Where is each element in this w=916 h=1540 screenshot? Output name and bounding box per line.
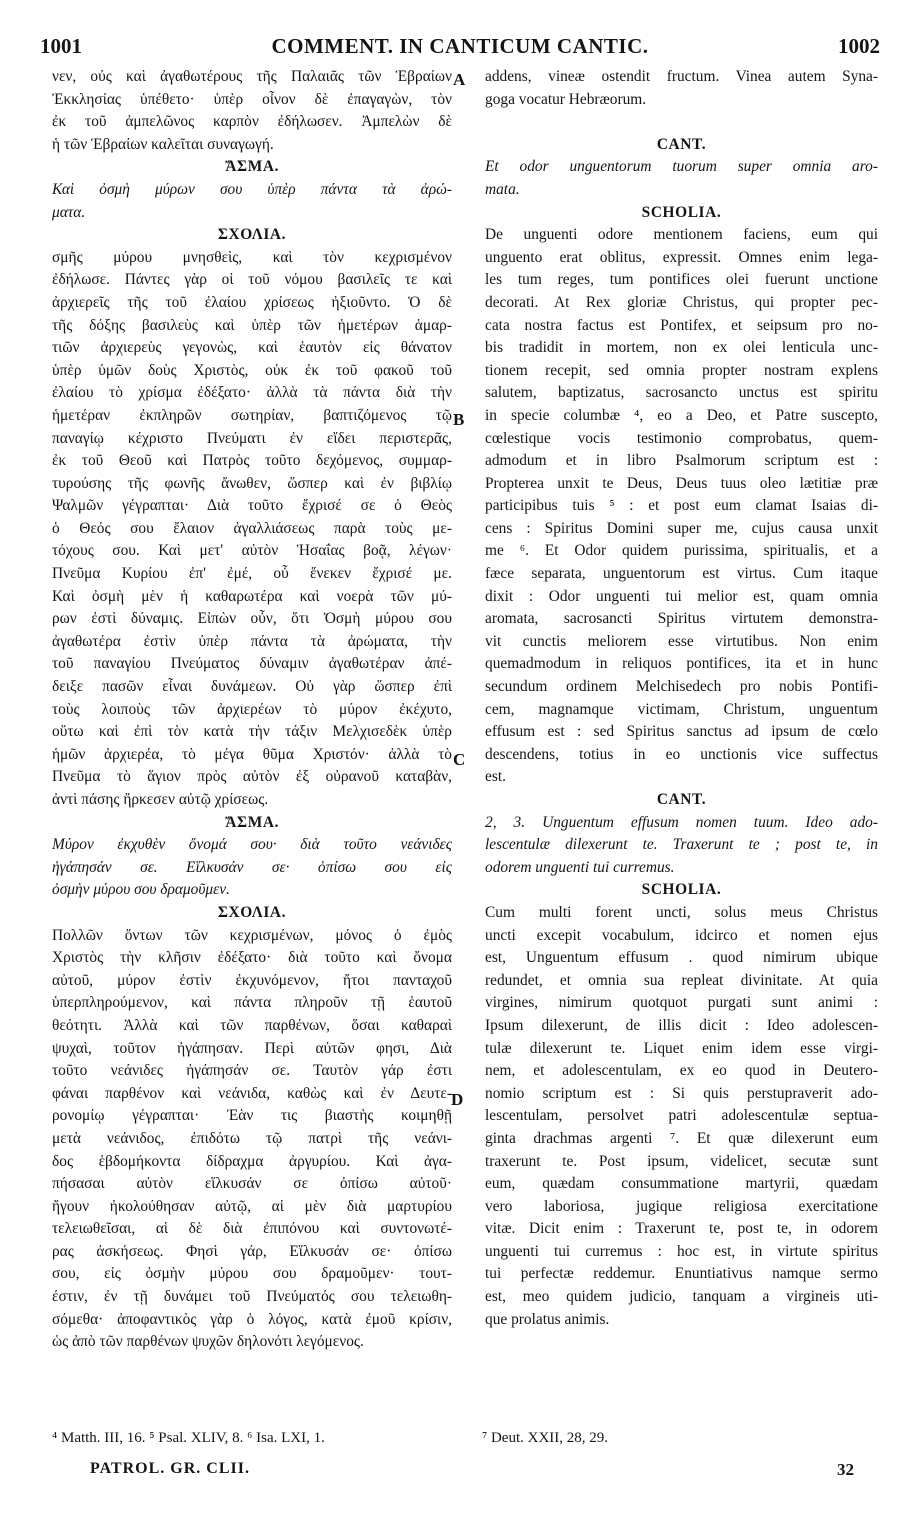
text-line: vero laboriosa, jugique religiosa exercitatione [485,1197,878,1215]
margin-letter-c: C [453,750,466,769]
text-line: οὕτω καὶ ἐπὶ τὸν κατὰ τὴν τάξιν Μελχισεδὲκ ὑπὲρ [52,723,452,741]
text-line: σμῆς μύρου μνησθεὶς, καὶ τὸν κεχρισμένον [52,248,452,266]
verse-line: ὀσμὴν μύρου σου δραμοῦμεν. [52,881,230,899]
text-line: secundum ordinem Melchisedech pro nobis Pontifi- [485,678,878,696]
text-line: ὡς ἀπὸ τῶν παρθένων ψυχῶν δηλονότι λεγόμενος. [52,1333,364,1351]
signature-mark: PATROL. GR. CLII. [90,1460,250,1477]
verse-line: Καὶ ὀσμὴ μύρων σου ὑπὲρ πάντα τὰ ἀρώ- [52,180,452,198]
section-heading: ΣΧΟΛΙΑ. [217,903,287,921]
verse-line: Μύρον ἐκχυθὲν ὄνομά σου· διὰ τοῦτο νεάνιδες [52,836,452,854]
text-line: nomio scriptum est : Si quis perstupraverit ado- [485,1084,878,1102]
text-line: eum, quædam consummatione martyrii, quædam [485,1175,878,1193]
text-line: μετὰ νεάνιδος, ἐπιδότω τῷ πατρὶ τῆς νεάνι- [52,1129,452,1147]
text-line: me ⁶. Et Odor quidem purissima, spiritualis, et a [485,542,878,560]
text-line: admodum et in libro Psalmorum scriptum est : [485,452,878,470]
text-line: ρονομίῳ γέγραπται· Ἐὰν τις βιαστὴς κοιμηθῇ [52,1107,452,1125]
text-line: vit cunctis meliorem esse virtutibus. Non enim [485,632,878,650]
latin-column [485,66,878,1331]
page-header [40,34,880,64]
text-line: tulæ dilexerunt te. Liquet enim idem esse virgi- [485,1039,878,1057]
text-line: vitæ. Dicit enim : Traxerunt te, post te, in odorem [485,1220,878,1238]
text-line: redundet, et omnia sua repleat divinitate. At quia [485,971,878,989]
text-line: dixit : Odor unguenti tui melior est, quam omnia [485,587,878,605]
text-line: ὑπερπληρούμενον, καὶ πάντα πληροῦν τῇ ἑαυτοῦ [52,994,452,1012]
text-line: ρων ἐστὶ δύναμις. Εἰπὼν οὖν, ὅτι Ὀσμὴ μύρου σου [52,610,452,628]
text-line: cœlestique vocis testimonio comprobatus, quem- [485,429,878,447]
text-line: ψυχαὶ, τοῦτον ἠγάπησαν. Περὶ αὐτῶν φησι, Διὰ [52,1039,452,1057]
page-number-left: 1001 [40,34,82,58]
margin-letter-b: B [453,410,465,429]
text-line: τόχους σου. Καὶ μετ' αὐτὸν Ἡσαΐας βοᾷ, λέγων· [52,542,452,560]
text-line: ἐλαίου τὸ χρίσμα ἐδέξατο· ἀλλὰ τὰ πάντα διὰ τὴν [52,384,452,402]
text-line: ἡμετέραν ἐκπληρῶν σωτηρίαν, βαπτιζόμενος τῷ [52,406,452,424]
margin-letter-a: A [453,70,466,89]
text-line: decorati. At Rex gloriæ Christus, qui propter pec- [485,293,878,311]
text-line: que prolatus animis. [485,1310,610,1328]
text-line: παναγίῳ κέχριστο Πνεύματι ἐν εἴδει περιστερᾶς, [52,429,452,447]
text-line: σόμεθα· ἀποφαντικὸς γὰρ ὁ λόγος, κατὰ ἐμοῦ κρίσιν, [52,1310,452,1328]
footnote-right: ⁷ Deut. XXII, 28, 29. [482,1430,609,1446]
text-line: virgines, nimirum quotquot purgati sunt animi : [485,994,878,1012]
text-line: uncti excepit vocabulum, idcirco et nomen ejus [485,926,878,944]
section-heading: CANT. [656,791,707,808]
text-line: τιῶν ἀρχιερεὺς γεγονὼς, καὶ ἑαυτὸν εἰς θάνατον [52,339,452,357]
text-line: ginta drachmas argenti ⁷. Et quæ dilexerunt eum [485,1129,878,1147]
text-line: ἐδήλωσε. Πάντες γὰρ οἱ τοῦ νόμου βασιλεῖς τε καὶ [52,271,452,289]
text-line: tionem recepit, sed omnia propter nostram explens [485,361,878,379]
verse-line: odorem unguenti tui curremus. [485,858,675,876]
margin-letter-d: D [451,1090,464,1109]
text-line: δος ἑβδομήκοντα δίδραχμα ἀργυρίου. Καὶ ἀγα- [52,1152,452,1170]
text-line: ἀντὶ πάσης ἤρκεσεν αὐτῷ χρίσεως. [52,791,269,808]
sheet-number: 32 [837,1460,854,1479]
text-line: in specie columbæ ⁴, eo a Deo, et Patre suscepto, [485,406,878,424]
text-line: Καὶ ὀσμὴ μὲν ἡ καθαρωτέρα καὶ νοερὰ τῶν μύ- [52,587,452,605]
text-line: fæce separata, unguentorum est virtus. Cum itaque [485,565,878,583]
text-line: τοῦ παναγίου Πνεύματος δύναμιν ἀγαθωτέραν ἀπέ- [52,655,452,673]
running-title: COMMENT. IN CANTICUM CANTIC. [271,34,649,58]
text-line: Χριστὸς τὴν κλῆσιν ἐδέξατο· διὰ τοῦτο καὶ ὄνομα [52,949,452,967]
text-line: Propterea unxit te Deus, Deus tuus oleo lætitiæ præ [485,474,878,492]
text-line: τοῦτο νεάνιδες ἠγάπησάν σε. Ταυτὸν γάρ ἐστι [52,1062,452,1080]
section-heading: ἌΣΜΑ. [224,813,280,831]
text-line: τοὺς λοιποὺς τῶν ἀρχιερέων τὸ μύρον ἐκέχυτο, [52,700,452,718]
text-line: ὑπὲρ ὑμῶν δοὺς Χριστὸς, οὐκ ἐκ τοῦ φακοῦ τοῦ [52,361,452,379]
text-line: nem, et adolescentulam, ex eo quod in Deutero- [485,1062,878,1080]
text-line: ἡμῶν ἀρχιερέα, τὸ μέγα θῦμα Χριστόν· ἀλλὰ τὸ [52,745,452,763]
text-line: salutem, baptizatus, sacrosancto unctus est spiritu [485,384,878,402]
verse-line: 2, 3. Unguentum effusum nomen tuum. Ideo ado- [485,813,878,831]
section-heading: CANT. [656,135,707,153]
text-line: έστιν, ἐν τῇ δυνάμει τοῦ Πνεύματός σου τελειωθη- [52,1288,452,1306]
text-line: descendens, totius in eo unctionis vice suffectus [485,745,878,763]
text-line: est, meo quidem judicio, tanquam a virgineis uti- [485,1288,878,1306]
text-line: θεότητι. Ἀλλὰ καὶ τῶν παρθένων, ὅσαι καθαραὶ [52,1016,452,1034]
text-line: δειξε πασῶν εἶναι δυνάμεων. Οὐ γὰρ ὥσπερ ἐπὶ [52,678,452,696]
verse-line: lescentulæ dilexerunt te. Traxerunt te ; post te, in [485,836,878,854]
text-line: ρας ἀσκήσεως. Φησὶ γάρ, Εἵλκυσάν σε· ὀπίσω [52,1242,452,1260]
text-line: ὁ Θεός σου ἔλαιον ἀγαλλιάσεως παρὰ τοὺς με- [52,519,452,537]
text-line: traxerunt te. Post ipsum, videlicet, secutæ sunt [485,1152,878,1170]
text-line: bis tradidit in mortem, non ex olei lenticula unc- [485,339,878,357]
text-line: aromata, sacrosancti Spiritus virtutem demonstra- [485,610,878,628]
text-line: ἐκ τοῦ ἀμπελῶνος καρπὸν ἐδήλωσεν. Ἀμπελὼν δὲ [52,113,452,131]
text-line: νεν, οὐς καὶ ἀγαθωτέρους τῆς Παλαιᾶς τῶν Ἑβραίων [52,68,452,85]
blank-line [485,111,878,134]
text-line: Πνεῦμα τὸ ἅγιον πρὸς αὐτὸν ἐξ οὐρανοῦ καταβὰν, [52,768,452,786]
text-line: addens, vineæ ostendit fructum. Vinea autem Syna- [485,68,878,85]
text-line: participibus tuis ⁵ : et post eum clamat Isaias di- [485,497,878,515]
text-line: les tum reges, tum pontifices olei fuerunt unctione [485,271,878,289]
text-line: cens : Spiritus Domini super me, cujus causa unxit [485,519,878,537]
page-number-right: 1002 [838,34,880,58]
text-line: ἡ τῶν Ἑβραίων καλεῖται συναγωγή. [52,135,274,153]
text-line: cata nostra factus est Pontifex, et seipsum pro no- [485,316,878,334]
section-heading: ΣΧΟΛΙΑ. [217,226,287,244]
text-line: Πνεῦμα Κυρίου ἐπ' ἐμέ, οὗ ἕνεκεν ἔχρισέ με. [52,565,452,583]
text-line: Ψαλμῶν γέγραπται· Διὰ τοῦτο ἔχρισέ σε ὁ Θεὸς [52,497,452,515]
verse-line: ἠγάπησάν σε. Εἵλκυσάν σε· ὀπίσω σου εἰς [52,858,452,876]
text-line: ἐκ τοῦ Θεοῦ καὶ Πατρὸς τοῦτο δεχόμενος, συμμαρ- [52,452,452,470]
text-line: τελειωθεῖσαι, αἱ δὲ διὰ ἐπιπόνου καὶ συντονωτέ- [52,1220,452,1238]
text-line: αὐτοῦ, μύρον ἐστὶν ἐκχυνόμενον, ἤτοι πανταχοῦ [52,971,452,989]
text-line: est, Unguentum effusum . quod nimirum ubique [485,949,878,967]
text-line: ἀρχιερεῖς τῆς τοῦ ἐλαίου χρίσεως ἠξιοῦντο. Ὁ δὲ [52,293,452,311]
text-line: Cum multi forent uncti, solus meus Christus [485,903,878,921]
text-line: goga vocatur Hebræorum. [485,90,647,108]
text-line: effusum est : sed Spiritus sanctus ad ipsum de cœlo [485,723,878,741]
verse-line: mata. [485,180,520,198]
verse-line: Et odor unguentorum tuorum super omnia aro- [485,158,878,176]
text-line: φάναι παρθένον καὶ νεάνιδα, καθὼς καὶ ἐν Δευτε- [52,1084,452,1102]
text-line: quemadmodum in reliquos pontifices, ita et in hunc [485,655,878,673]
text-line: De unguenti odore mentionem faciens, eum qui [485,226,878,244]
text-line: τυρούσης τῆς φωνῆς ἄνωθεν, ὥσπερ καὶ ἐν βιβλίῳ [52,474,452,492]
section-heading: ἌΣΜΑ. [224,158,280,176]
text-line: unguenti tui curremus : hoc est, in virtute spiritus [485,1242,878,1260]
text-line: ἀγαθωτέρα ἐστὶν ὑπὲρ πάντα τὰ ἀρώματα, τὴν [52,632,452,650]
text-line: cem, magnamque victimam, Christum, unguentum [485,700,878,718]
text-line: est. [485,768,506,786]
greek-column [52,66,452,1354]
text-line: σου, εἰς ὀσμὴν μύρου σου δραμοῦμεν· τουτ- [52,1265,452,1283]
text-line: lescentulam, persolvet patri adolescentulæ septua- [485,1107,878,1125]
text-line: Ἐκκλησίας ὑπέθετο· ὑπὲρ οἶνον δὲ ἐπαγαγὼν, τὸν [52,90,452,108]
text-line: unguento erat oblitus, expressit. Omnes enim lega- [485,248,878,266]
text-line: τῆς δόξης βασιλεὺς καὶ ὑπὲρ τῶν ἡμετέρων ἁμαρ- [52,316,452,334]
text-line: tui perfectæ reddemur. Enuntiativus namque sermo [485,1265,878,1283]
text-line: Πολλῶν ὄντων τῶν κεχρισμένων, μόνος ὁ ἐμὸς [52,926,452,944]
text-line: ἤγουν ἠκολούθησαν αὐτῷ, αἱ μὲν διὰ μαρτυρίου [52,1197,452,1215]
section-heading: SCHOLIA. [641,881,722,899]
text-line: Ipsum dilexerunt, de illis dicit : Ideo adolescen- [485,1016,878,1034]
footnote-left: ⁴ Matth. III, 16. ⁵ Psal. XLIV, 8. ⁶ Isa. LXI, 1. [52,1430,325,1446]
verse-line: ματα. [52,203,86,221]
text-line: πήσασαι αὐτὸν εἵλκυσάν σε ὀπίσω αὐτοῦ· [52,1175,452,1193]
section-heading: SCHOLIA. [641,203,722,221]
